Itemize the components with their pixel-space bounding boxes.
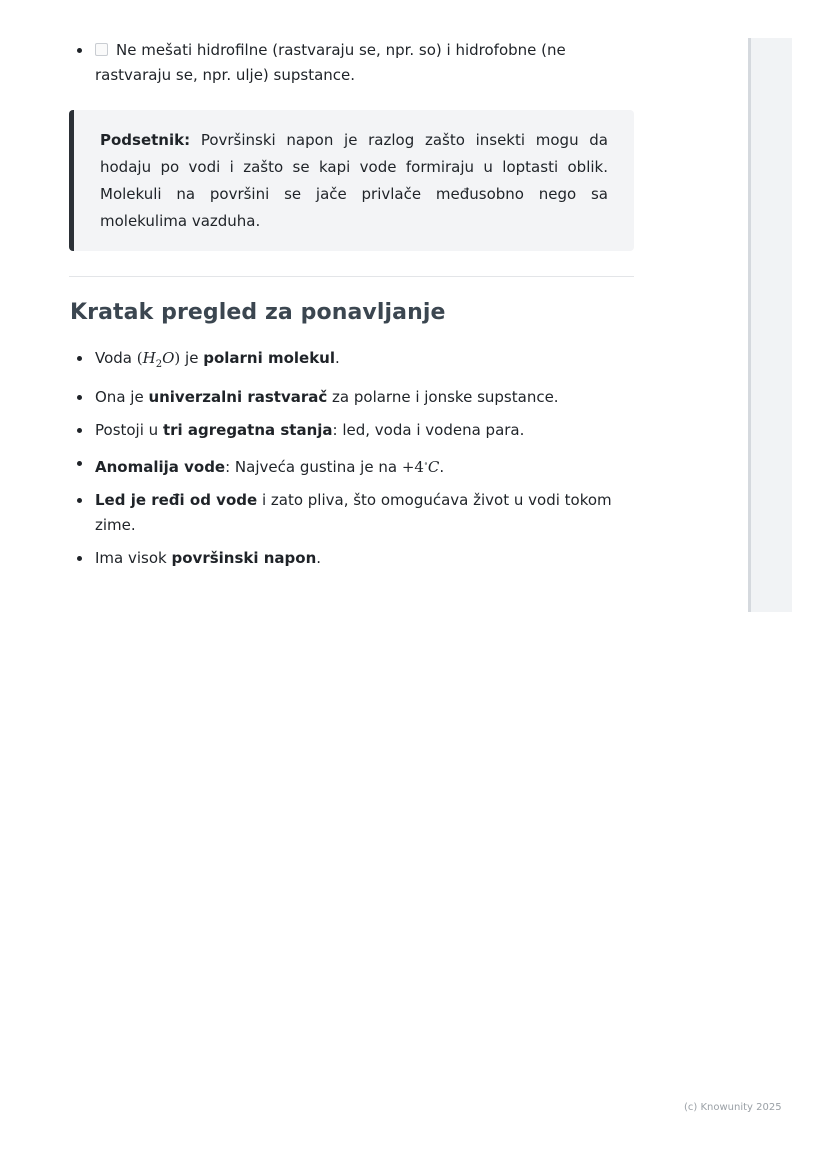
review-item-text: . [439,458,445,476]
review-item-bold: polarni molekul [203,349,335,367]
divider [69,276,634,277]
hydrophilic-text-line1: Ne mešati hidrofilne (rastvaraju se, npr. so) i hidrofobne (ne [116,41,566,59]
review-item-text: Ona je [95,388,149,406]
temperature-value: +4 [401,458,424,476]
list-item-hydrophilic [74,38,634,88]
review-item-anomaly [74,451,634,480]
review-item-tension [74,546,634,571]
side-panel [748,38,792,612]
review-item-bold: površinski napon [171,549,317,567]
review-item-text: i zato pliva, što omogućava život u vodi tokom zime. [95,491,612,534]
review-item-text: za polarne i jonske supstance. [327,388,559,406]
review-list [74,346,634,579]
review-item-text: Ima visok [95,549,172,567]
copyright-footer: (c) Knowunity 2025 [684,1102,782,1113]
callout-text: Površinski napon je razlog zašto insekti mogu da hodaju po vodi i zašto se kapi vode formiraju u loptasti oblik. Molekuli na površini se jače privlače međusobno nego sa molekulima vazduha. [100,131,608,230]
review-item-text: : led, voda i vodena para. [332,421,525,439]
degree-symbol: ∘ [423,459,428,468]
formula-h: H [142,349,156,367]
hydrophilic-text-line2: rastvaraju se, npr. ulje) supstance. [95,66,356,84]
review-item-text: je [180,349,204,367]
checkbox[interactable] [95,43,108,56]
review-item-bold: Led je ređi od vode [95,491,258,509]
formula-paren-close: ) [174,349,181,367]
section-heading: Kratak pregled za ponavljanje [70,300,446,325]
review-item-text: . [335,349,340,367]
top-list [74,38,634,88]
formula-o: O [162,349,175,367]
review-item-text: Voda [95,349,137,367]
formula-temperature [402,458,440,476]
reminder-callout [69,110,634,251]
review-item-ice [74,488,634,538]
review-item-solvent [74,385,634,410]
review-item-text: Postoji u [95,421,163,439]
review-item-polar [74,346,634,377]
review-item-bold: Anomalija vode [95,458,226,476]
review-item-text: : Najveća gustina je na [225,458,402,476]
formula-subscript: 2 [155,359,163,370]
review-item-bold: tri agregatna stanja [162,421,333,439]
review-item-text: . [316,549,322,567]
callout-label: Podsetnik: [100,131,191,149]
temperature-unit: C [427,458,440,476]
formula-paren-open: ( [136,349,143,367]
formula-h2o [136,349,181,370]
review-item-bold: univerzalni rastvarač [148,388,328,406]
review-item-states [74,418,634,443]
